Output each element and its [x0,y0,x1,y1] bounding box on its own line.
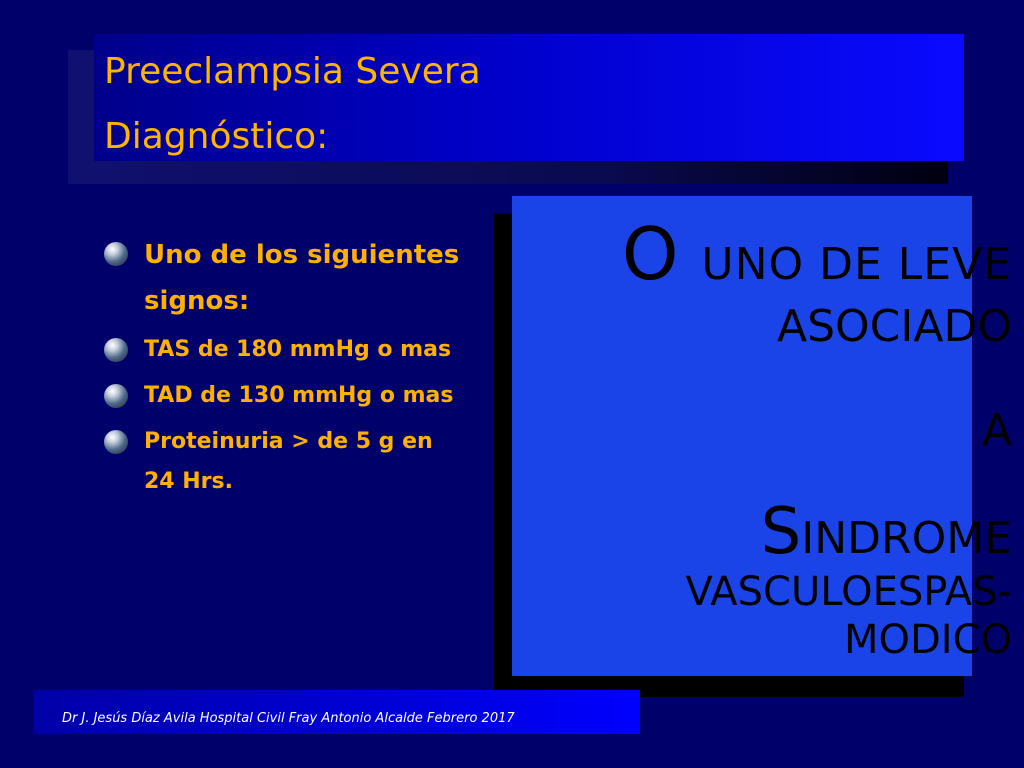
slide-title-line-1: Preeclampsia Severa [104,51,481,92]
panel-line-5: VASCULOESPAS- [685,569,1012,615]
bullet-text: TAD de 130 mmHg o mas [144,383,454,408]
panel-o-letter: O [621,212,679,296]
panel-line-2: ASOCIADO [777,301,1012,352]
sphere-bullet-icon [104,242,128,266]
panel-line-4 [761,492,1012,579]
footer-credit: Dr J. Jesús Díaz Avila Hospital Civil Fray Antonio Alcalde Febrero 2017 [62,711,515,726]
bullet-list [104,232,464,502]
bullet-text: TAS de 180 mmHg o mas [144,337,452,362]
panel-line-1 [622,212,1012,307]
sphere-bullet-icon [104,430,128,454]
panel-line-4-text: INDROME [801,513,1012,564]
bullet-text: Proteinuria > de 5 g en 24 Hrs. [144,429,433,494]
bullet-item [104,422,464,502]
panel-line-3: A [981,405,1012,456]
bullet-item [104,376,464,416]
panel-line-1-text: UNO DE LEVE [701,239,1012,290]
slide-title-line-2: Diagnóstico: [104,116,329,157]
panel-line-6: MODICO [843,617,1012,663]
sphere-bullet-icon [104,338,128,362]
bullet-text: Uno de los siguientes signos: [144,240,460,316]
panel-s-letter: S [760,495,802,569]
bullet-item [104,330,464,370]
sphere-bullet-icon [104,384,128,408]
bullet-item [104,232,464,324]
